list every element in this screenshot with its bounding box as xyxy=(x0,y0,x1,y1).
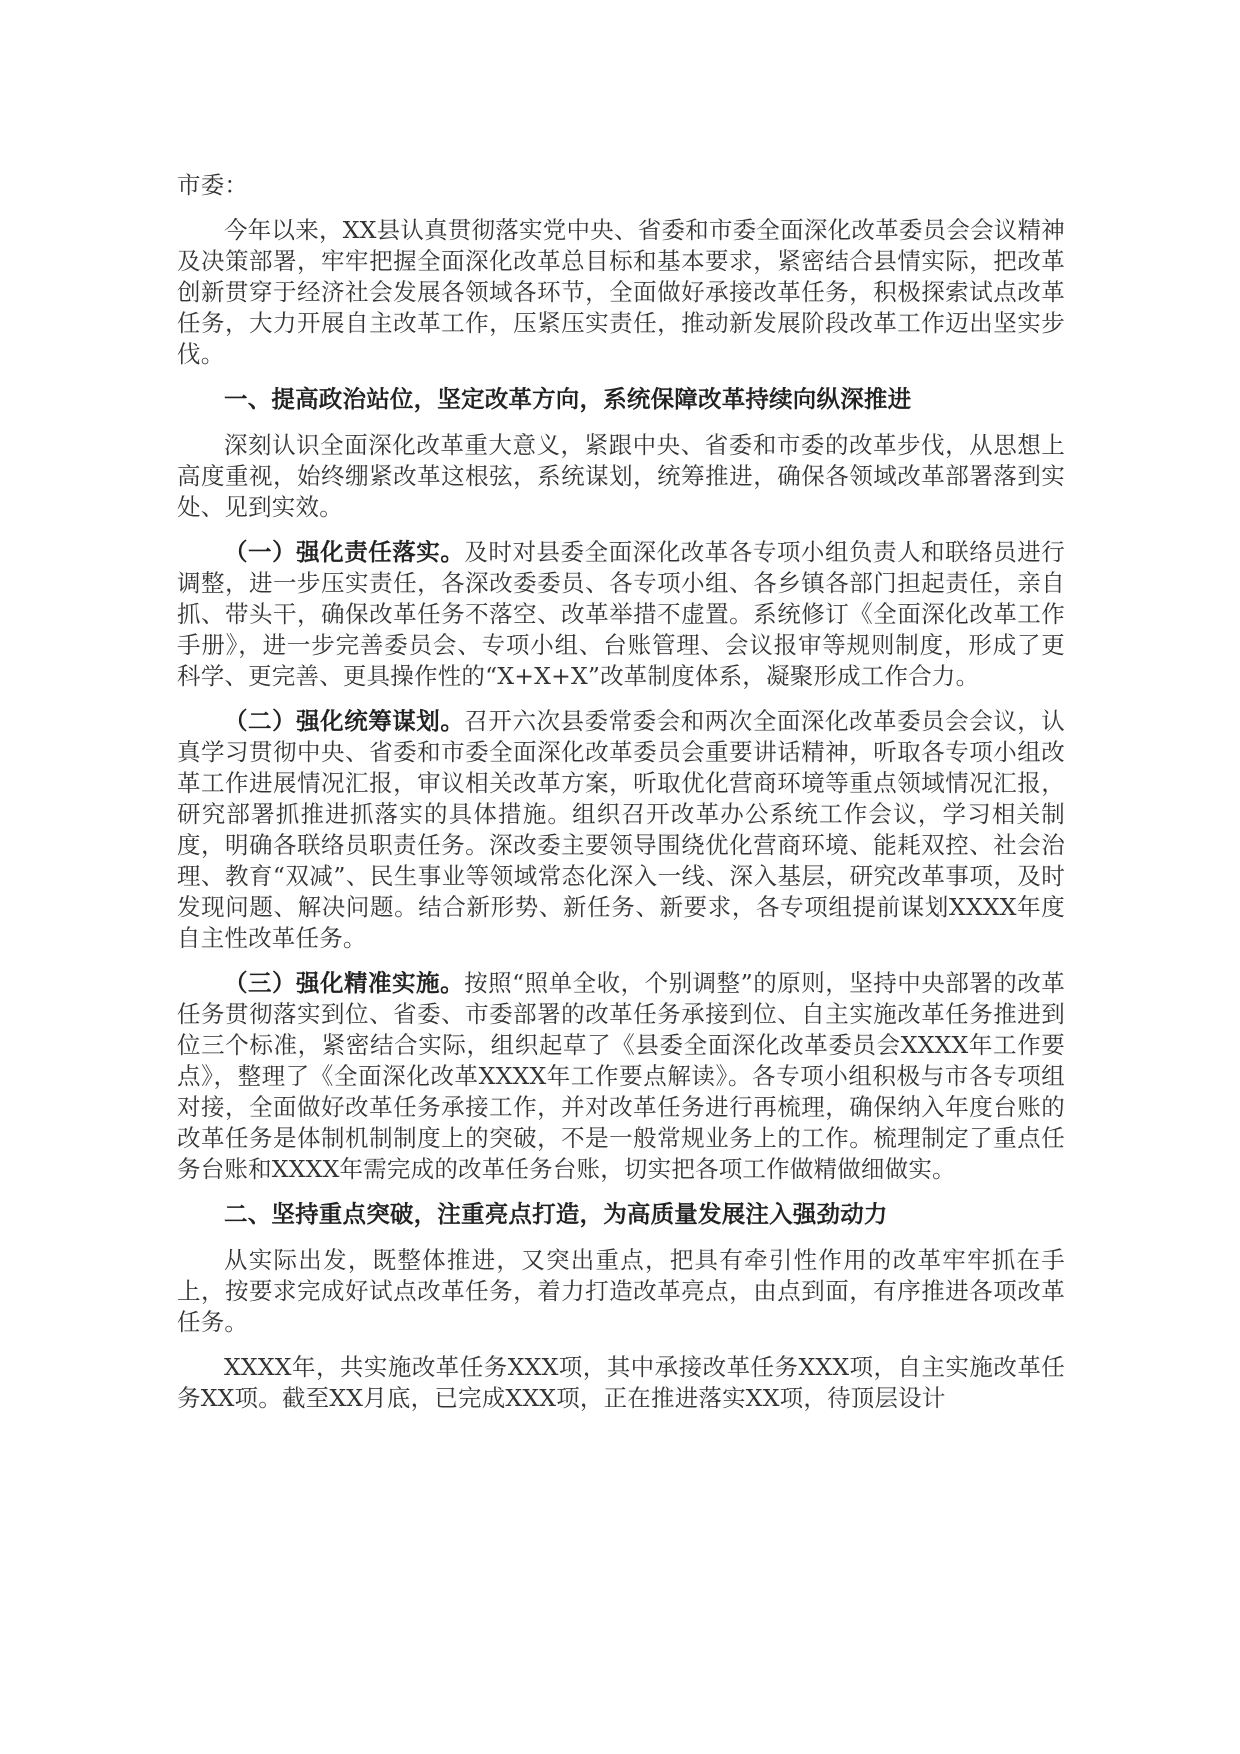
salutation: 市委： xyxy=(177,171,249,199)
item-text: 召开六次县委常委会和两次全面深化改革委员会会议，认真学习贯彻中央、省委和市委全面深化改革委员会重要讲话精神，听取各专项小组改革工作进展情况汇报，审议相关改革方案，听取优化营商环境等重点领域情况汇报，研究部署抓推进抓落实的具体措施。组织召开改革办公系统工作会议，学习相关制度，明确各联络员职责任务。深改委主要领导围绕优化营商环境、能耗双控、社会治理、教育“双减”、民生事业等领域常态化深入一线、深入基层，研究改革事项，及时发现问题、解决问题。结合新形势、新任务、新要求，各专项组提前谋划XXXX年度自主性改革任务。 xyxy=(177,707,1066,952)
intro-paragraph: 今年以来，XX县认真贯彻落实党中央、省委和市委全面深化改革委员会会议精神及决策部署，牢牢把握全面深化改革总目标和基本要求，紧密结合县情实际，把改革创新贯穿于经济社会发展各领域各环节，全面做好承接改革任务，积极探索试点改革任务，大力开展自主改革工作，压紧压实责任，推动新发展阶段改革工作迈出坚实步伐。 xyxy=(177,216,1065,368)
item-lead: （三）强化精准实施。 xyxy=(224,969,465,997)
item-text: 按照“照单全收，个别调整”的原则，坚持中央部署的改革任务贯彻落实到位、省委、市委部署的改革任务承接到位、自主实施改革任务推进到位三个标准，紧密结合实际，组织起草了《县委全面深化改革委员会XXXX年工作要点》，整理了《全面深化改革XXXX年工作要点解读》。各专项小组积极与市各专项组对接，全面做好改革任务承接工作，并对改革任务进行再梳理，确保纳入年度台账的改革任务是体制机制制度上的突破，不是一般常规业务上的工作。梳理制定了重点任务台账和XXXX年需完成的改革任务台账，切实把各项工作做精做细做实。 xyxy=(177,969,1065,1183)
section-2-paragraph: XXXX年，共实施改革任务XXX项，其中承接改革任务XXX项，自主实施改革任务XX项。截至XX月底，已完成XXX项，正在推进落实XX项，待顶层设计 xyxy=(177,1353,1065,1412)
section-1-heading: 一、提高政治站位，坚定改革方向，系统保障改革持续向纵深推进 xyxy=(224,385,912,413)
item-text: 及时对县委全面深化改革各专项小组负责人和联络员进行调整，进一步压实责任，各深改委委员、各专项小组、各乡镇各部门担起责任，亲自抓、带头干，确保改革任务不落空、改革举措不虚置。系统修订《全面深化改革工作手册》，进一步完善委员会、专项小组、台账管理、会议报审等规则制度，形成了更科学、更完善、更具操作性的“X+X+X”改革制度体系，凝聚形成工作合力。 xyxy=(177,538,1066,690)
section-1-item-2 xyxy=(177,706,1065,954)
section-1-item-1 xyxy=(177,537,1065,692)
section-1-intro: 深刻认识全面深化改革重大意义，紧跟中央、省委和市委的改革步伐，从思想上高度重视，始终绷紧改革这根弦，系统谋划，统筹推进，确保各领域改革部署落到实处、见到实效。 xyxy=(177,431,1065,521)
section-1-item-3 xyxy=(177,968,1065,1185)
section-2-intro: 从实际出发，既整体推进，又突出重点，把具有牵引性作用的改革牢牢抓在手上，按要求完成好试点改革任务，着力打造改革亮点，由点到面，有序推进各项改革任务。 xyxy=(177,1246,1065,1336)
item-lead: （一）强化责任落实。 xyxy=(224,538,465,566)
document-page xyxy=(177,170,1065,1428)
section-2-heading: 二、坚持重点突破，注重亮点打造，为高质量发展注入强劲动力 xyxy=(224,1200,888,1228)
item-lead: （二）强化统筹谋划。 xyxy=(224,707,465,735)
